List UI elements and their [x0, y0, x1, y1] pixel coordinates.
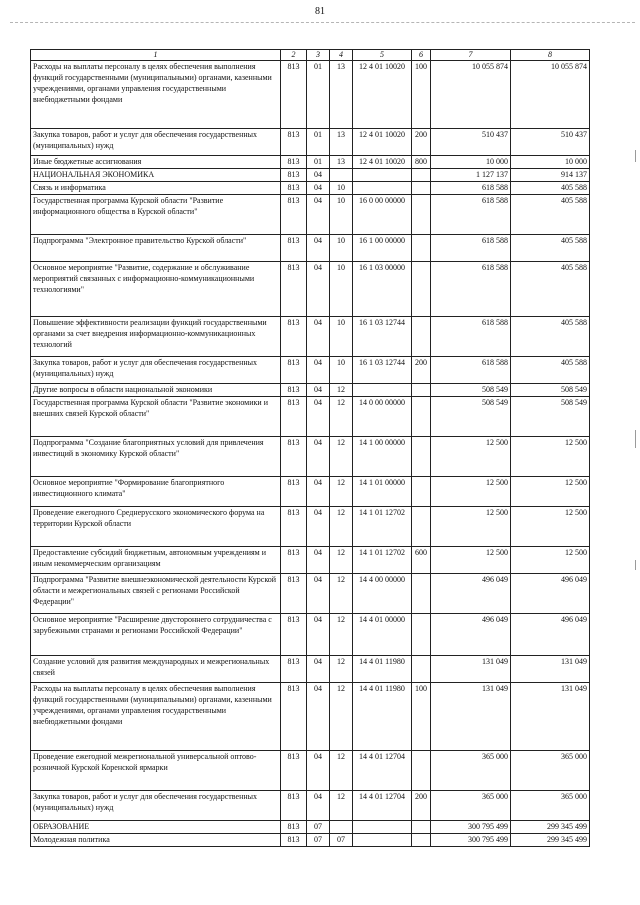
table-row: [31, 834, 590, 847]
table-row: [31, 384, 590, 397]
row-vr: [412, 834, 431, 847]
row-csr: 16 1 00 00000: [353, 235, 412, 262]
row-rz: 04: [307, 169, 330, 182]
row-vr: [412, 614, 431, 656]
header-cell-name: 1: [31, 50, 281, 61]
row-ved: 813: [281, 477, 307, 507]
row-sum1: 618 588: [431, 262, 511, 317]
row-sum1: 10 000: [431, 156, 511, 169]
row-rz: 04: [307, 384, 330, 397]
row-sum1: 618 588: [431, 195, 511, 235]
row-vr: [412, 656, 431, 683]
row-vr: 600: [412, 547, 431, 574]
table-row: [31, 182, 590, 195]
row-sum2: 405 588: [511, 262, 590, 317]
row-name: Расходы на выплаты персоналу в целях обеспечения выполнения функций государственными (муниципальными) органами, казенными учреждениями, органами управления государственными внебюджетными фондами: [31, 683, 281, 751]
row-sum2: 10 000: [511, 156, 590, 169]
row-name: НАЦИОНАЛЬНАЯ ЭКОНОМИКА: [31, 169, 281, 182]
row-ved: 813: [281, 182, 307, 195]
table-row: [31, 683, 590, 751]
table-row: [31, 477, 590, 507]
header-cell-rz: 3: [307, 50, 330, 61]
row-pr: 12: [330, 437, 353, 477]
row-ved: 813: [281, 317, 307, 357]
row-ved: 813: [281, 61, 307, 129]
row-ved: 813: [281, 129, 307, 156]
row-vr: [412, 751, 431, 791]
row-pr: 12: [330, 791, 353, 821]
row-ved: 813: [281, 169, 307, 182]
row-rz: 01: [307, 61, 330, 129]
row-pr: 12: [330, 751, 353, 791]
row-sum2: 365 000: [511, 751, 590, 791]
row-sum1: 300 795 499: [431, 834, 511, 847]
row-sum1: 510 437: [431, 129, 511, 156]
row-sum2: 131 049: [511, 683, 590, 751]
table-row: [31, 547, 590, 574]
row-ved: 813: [281, 397, 307, 437]
row-sum2: 12 500: [511, 507, 590, 547]
row-sum2: 12 500: [511, 477, 590, 507]
row-ved: 813: [281, 262, 307, 317]
row-csr: 12 4 01 10020: [353, 129, 412, 156]
row-sum2: 299 345 499: [511, 834, 590, 847]
row-csr: 12 4 01 10020: [353, 156, 412, 169]
row-sum1: 12 500: [431, 547, 511, 574]
row-rz: 07: [307, 834, 330, 847]
row-pr: 12: [330, 683, 353, 751]
row-rz: 04: [307, 262, 330, 317]
row-sum2: 508 549: [511, 397, 590, 437]
row-name: Подпрограмма "Развитие внешнеэкономической деятельности Курской области и межрегиональных связей с регионами Российской Федерации": [31, 574, 281, 614]
row-rz: 04: [307, 182, 330, 195]
row-ved: 813: [281, 547, 307, 574]
row-pr: 12: [330, 397, 353, 437]
row-rz: 04: [307, 683, 330, 751]
row-vr: [412, 317, 431, 357]
table-row: [31, 656, 590, 683]
row-name: Закупка товаров, работ и услуг для обеспечения государственных (муниципальных) нужд: [31, 129, 281, 156]
row-pr: 13: [330, 156, 353, 169]
row-rz: 04: [307, 235, 330, 262]
table-row: [31, 195, 590, 235]
table-row: [31, 821, 590, 834]
table-row: [31, 129, 590, 156]
row-csr: 16 1 03 00000: [353, 262, 412, 317]
row-vr: [412, 574, 431, 614]
row-pr: 12: [330, 507, 353, 547]
row-vr: 200: [412, 791, 431, 821]
row-rz: 01: [307, 129, 330, 156]
row-pr: 10: [330, 182, 353, 195]
scan-top-border: [10, 22, 635, 23]
header-cell-sum1: 7: [431, 50, 511, 61]
row-sum2: 510 437: [511, 129, 590, 156]
row-sum1: 618 588: [431, 317, 511, 357]
row-name: Основное мероприятие "Расширение двустороннего сотрудничества с зарубежными странами и регионами Российской Федерации": [31, 614, 281, 656]
row-rz: 04: [307, 751, 330, 791]
row-vr: [412, 384, 431, 397]
row-rz: 04: [307, 317, 330, 357]
row-name: Государственная программа Курской области "Развитие экономики и внешних связей Курской области": [31, 397, 281, 437]
row-vr: 100: [412, 683, 431, 751]
row-csr: 14 1 01 12702: [353, 547, 412, 574]
row-name: Молодежная политика: [31, 834, 281, 847]
header-cell-csr: 5: [353, 50, 412, 61]
row-name: Закупка товаров, работ и услуг для обеспечения государственных (муниципальных) нужд: [31, 791, 281, 821]
header-cell-pr: 4: [330, 50, 353, 61]
row-ved: 813: [281, 614, 307, 656]
row-sum2: 496 049: [511, 574, 590, 614]
row-sum2: 10 055 874: [511, 61, 590, 129]
row-pr: 13: [330, 61, 353, 129]
row-name: Подпрограмма "Электронное правительство Курской области": [31, 235, 281, 262]
row-rz: 04: [307, 574, 330, 614]
row-csr: 14 1 01 00000: [353, 477, 412, 507]
row-csr: [353, 834, 412, 847]
row-sum2: 405 588: [511, 317, 590, 357]
table-row: [31, 61, 590, 129]
header-cell-ved: 2: [281, 50, 307, 61]
row-rz: 01: [307, 156, 330, 169]
scan-edge-mark: [635, 560, 636, 570]
row-vr: 800: [412, 156, 431, 169]
row-ved: 813: [281, 683, 307, 751]
row-csr: 14 0 00 00000: [353, 397, 412, 437]
row-sum1: 365 000: [431, 751, 511, 791]
row-sum1: 618 588: [431, 357, 511, 384]
row-pr: 12: [330, 614, 353, 656]
row-csr: 14 4 00 00000: [353, 574, 412, 614]
table-row: [31, 751, 590, 791]
row-csr: 16 0 00 00000: [353, 195, 412, 235]
row-vr: [412, 169, 431, 182]
row-pr: 10: [330, 235, 353, 262]
row-sum2: 496 049: [511, 614, 590, 656]
row-ved: 813: [281, 156, 307, 169]
row-vr: [412, 821, 431, 834]
row-name: Государственная программа Курской области "Развитие информационного общества в Курской области": [31, 195, 281, 235]
row-name: ОБРАЗОВАНИЕ: [31, 821, 281, 834]
row-name: Предоставление субсидий бюджетным, автономным учреждениям и иным некоммерческим организациям: [31, 547, 281, 574]
row-name: Расходы на выплаты персоналу в целях обеспечения выполнения функций государственными (муниципальными) органами, казенными учреждениями, органами управления государственными внебюджетными фондами: [31, 61, 281, 129]
row-csr: 16 1 03 12744: [353, 317, 412, 357]
row-ved: 813: [281, 656, 307, 683]
row-sum2: 12 500: [511, 437, 590, 477]
row-pr: [330, 169, 353, 182]
row-rz: 04: [307, 477, 330, 507]
row-pr: 12: [330, 656, 353, 683]
row-vr: [412, 235, 431, 262]
row-vr: [412, 477, 431, 507]
row-name: Другие вопросы в области национальной экономики: [31, 384, 281, 397]
row-name: Иные бюджетные ассигнования: [31, 156, 281, 169]
row-csr: 16 1 03 12744: [353, 357, 412, 384]
row-name: Закупка товаров, работ и услуг для обеспечения государственных (муниципальных) нужд: [31, 357, 281, 384]
table-row: [31, 397, 590, 437]
row-name: Основное мероприятие "Развитие, содержание и обслуживание мероприятий связанных с информационно-коммуникационными технологиями": [31, 262, 281, 317]
row-sum1: 131 049: [431, 683, 511, 751]
row-name: Основное мероприятие "Формирование благоприятного инвестиционного климата": [31, 477, 281, 507]
header-row: [31, 50, 590, 61]
row-sum2: 405 588: [511, 195, 590, 235]
row-csr: 14 4 01 12704: [353, 751, 412, 791]
row-vr: 200: [412, 357, 431, 384]
row-pr: [330, 821, 353, 834]
page-number: 81: [315, 6, 325, 17]
row-ved: 813: [281, 791, 307, 821]
row-ved: 813: [281, 574, 307, 614]
row-csr: [353, 821, 412, 834]
row-vr: [412, 507, 431, 547]
row-csr: [353, 384, 412, 397]
row-pr: 12: [330, 477, 353, 507]
row-rz: 04: [307, 437, 330, 477]
row-rz: 07: [307, 821, 330, 834]
row-csr: 14 4 01 11980: [353, 656, 412, 683]
row-ved: 813: [281, 235, 307, 262]
table-row: [31, 614, 590, 656]
row-rz: 04: [307, 195, 330, 235]
row-pr: 10: [330, 195, 353, 235]
row-csr: [353, 182, 412, 195]
row-csr: 14 1 01 12702: [353, 507, 412, 547]
row-rz: 04: [307, 791, 330, 821]
row-rz: 04: [307, 614, 330, 656]
table-row: [31, 437, 590, 477]
budget-table: [30, 49, 590, 847]
row-ved: 813: [281, 507, 307, 547]
row-pr: 13: [330, 129, 353, 156]
row-ved: 813: [281, 834, 307, 847]
row-ved: 813: [281, 357, 307, 384]
row-csr: 14 4 01 11980: [353, 683, 412, 751]
table-row: [31, 507, 590, 547]
row-vr: 100: [412, 61, 431, 129]
row-sum1: 1 127 137: [431, 169, 511, 182]
row-name: Подпрограмма "Создание благоприятных условий для привлечения инвестиций в экономику Курской области": [31, 437, 281, 477]
row-rz: 04: [307, 656, 330, 683]
row-ved: 813: [281, 821, 307, 834]
row-sum1: 131 049: [431, 656, 511, 683]
row-sum2: 12 500: [511, 547, 590, 574]
row-rz: 04: [307, 397, 330, 437]
table-row: [31, 357, 590, 384]
row-sum2: 405 588: [511, 235, 590, 262]
row-sum2: 914 137: [511, 169, 590, 182]
table-row: [31, 262, 590, 317]
row-csr: 14 4 01 12704: [353, 791, 412, 821]
row-sum2: 405 588: [511, 182, 590, 195]
row-vr: [412, 195, 431, 235]
row-csr: [353, 169, 412, 182]
table-row: [31, 169, 590, 182]
row-ved: 813: [281, 384, 307, 397]
table-row: [31, 235, 590, 262]
row-sum2: 508 549: [511, 384, 590, 397]
scan-edge-mark: [635, 430, 636, 448]
table-row: [31, 156, 590, 169]
row-pr: 10: [330, 317, 353, 357]
row-sum2: 405 588: [511, 357, 590, 384]
row-pr: 12: [330, 384, 353, 397]
row-sum1: 300 795 499: [431, 821, 511, 834]
row-csr: 14 4 01 00000: [353, 614, 412, 656]
row-sum1: 12 500: [431, 477, 511, 507]
row-sum1: 10 055 874: [431, 61, 511, 129]
row-sum2: 299 345 499: [511, 821, 590, 834]
row-vr: [412, 182, 431, 195]
row-name: Проведение ежегодной межрегиональной универсальной оптово-розничной Курской Коренской ярмарки: [31, 751, 281, 791]
row-name: Проведение ежегодного Среднерусского экономического форума на территории Курской области: [31, 507, 281, 547]
row-csr: 12 4 01 10020: [353, 61, 412, 129]
row-pr: 12: [330, 574, 353, 614]
row-name: Повышение эффективности реализации функций государственными органами за счет внедрения информационно-коммуникационных технологий: [31, 317, 281, 357]
row-vr: [412, 397, 431, 437]
row-rz: 04: [307, 547, 330, 574]
table-row: [31, 791, 590, 821]
row-ved: 813: [281, 437, 307, 477]
row-ved: 813: [281, 751, 307, 791]
row-sum1: 12 500: [431, 507, 511, 547]
row-pr: 10: [330, 262, 353, 317]
row-sum1: 12 500: [431, 437, 511, 477]
row-pr: 12: [330, 547, 353, 574]
row-name: Создание условий для развития международных и межрегиональных связей: [31, 656, 281, 683]
row-sum1: 365 000: [431, 791, 511, 821]
table-row: [31, 317, 590, 357]
row-csr: 14 1 00 00000: [353, 437, 412, 477]
row-vr: [412, 437, 431, 477]
row-vr: [412, 262, 431, 317]
header-cell-sum2: 8: [511, 50, 590, 61]
row-sum1: 508 549: [431, 397, 511, 437]
table-row: [31, 574, 590, 614]
row-vr: 200: [412, 129, 431, 156]
row-ved: 813: [281, 195, 307, 235]
row-pr: 10: [330, 357, 353, 384]
row-sum1: 496 049: [431, 614, 511, 656]
row-name: Связь и информатика: [31, 182, 281, 195]
row-sum1: 496 049: [431, 574, 511, 614]
row-rz: 04: [307, 507, 330, 547]
row-sum2: 365 000: [511, 791, 590, 821]
scan-edge-mark: [635, 150, 636, 162]
row-sum1: 618 588: [431, 235, 511, 262]
row-sum1: 618 588: [431, 182, 511, 195]
row-pr: 07: [330, 834, 353, 847]
row-rz: 04: [307, 357, 330, 384]
row-sum2: 131 049: [511, 656, 590, 683]
header-cell-vr: 6: [412, 50, 431, 61]
row-sum1: 508 549: [431, 384, 511, 397]
